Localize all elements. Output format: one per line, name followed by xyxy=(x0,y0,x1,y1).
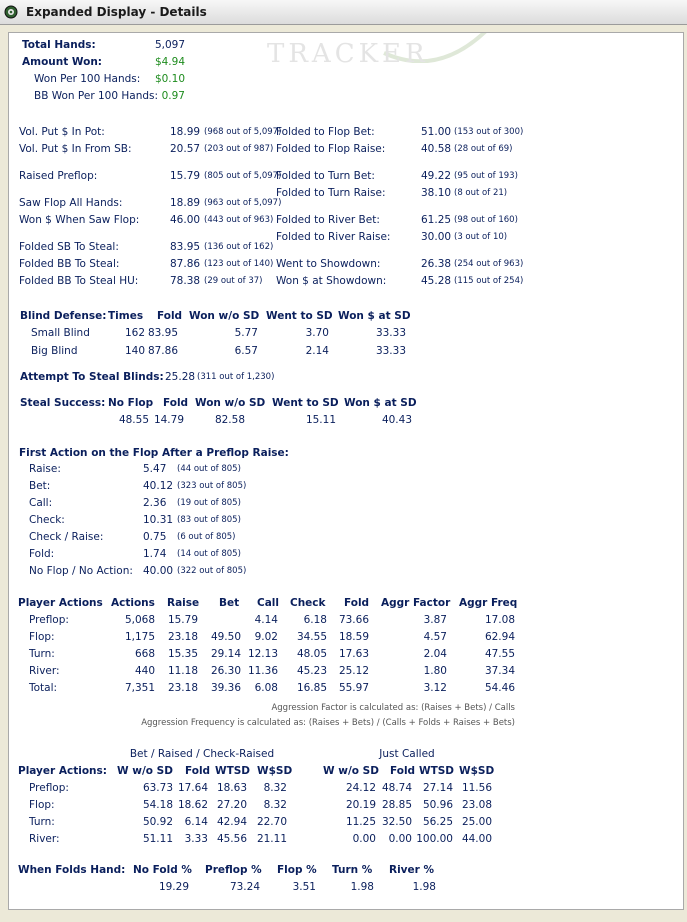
stat-label: Folded BB To Steal HU: xyxy=(19,275,139,287)
aggression-frequency-note: Aggression Frequency is calculated as: (Raises + Bets) / (Calls + Folds + Raises + Bets) xyxy=(141,718,515,728)
player-actions2-row-label: Preflop: xyxy=(29,782,69,794)
first-action-value: 0.75 xyxy=(143,531,167,543)
player-actions2-row-label: River: xyxy=(29,833,60,845)
stat-detail: (98 out of 160) xyxy=(454,215,518,225)
folds-hand-value: 73.24 xyxy=(229,881,260,893)
player-actions2-cell: 51.11 xyxy=(142,833,173,845)
first-action-label: No Flop / No Action: xyxy=(29,565,133,577)
stat-label: Folded to Turn Bet: xyxy=(276,170,375,182)
player-actions2-cell: 27.14 xyxy=(422,782,453,794)
window-title: Expanded Display - Details xyxy=(26,5,207,19)
first-action-detail: (19 out of 805) xyxy=(177,498,241,508)
player-actions2-cell: 45.56 xyxy=(216,833,247,845)
player-actions-header: Check xyxy=(290,597,326,609)
stat-value: 83.95 xyxy=(170,241,201,253)
player-actions2-cell: 20.19 xyxy=(345,799,376,811)
stat-label: Folded to Flop Raise: xyxy=(276,143,386,155)
stat-detail: (3 out of 10) xyxy=(454,232,508,242)
blind-defense-header: Fold xyxy=(157,310,183,322)
window-titlebar xyxy=(0,0,687,25)
first-action-detail: (14 out of 805) xyxy=(177,549,241,559)
first-action-value: 40.12 xyxy=(143,480,174,492)
player-actions2-cell: 28.85 xyxy=(381,799,412,811)
first-action-label: Bet: xyxy=(29,480,51,492)
folds-hand-header: River % xyxy=(389,864,435,876)
player-actions2-cell: 11.25 xyxy=(345,816,376,828)
blind-defense-cell: 3.70 xyxy=(305,327,329,339)
steal-success-value: 82.58 xyxy=(214,414,245,426)
player-actions-cell: 12.13 xyxy=(247,648,278,660)
details-panel xyxy=(8,32,684,910)
stat-value: 78.38 xyxy=(170,275,201,287)
player-actions2-cell: 44.00 xyxy=(461,833,492,845)
first-action-detail: (322 out of 805) xyxy=(177,566,247,576)
player-actions2-cell: 50.92 xyxy=(142,816,173,828)
stat-detail: (968 out of 5,097) xyxy=(204,127,282,137)
player-actions-cell: 17.63 xyxy=(338,648,369,660)
summary-value: 0.97 xyxy=(161,90,185,102)
stat-value: 45.28 xyxy=(421,275,452,287)
stat-label: Saw Flop All Hands: xyxy=(19,197,123,209)
blind-defense-cell: 5.77 xyxy=(234,327,258,339)
first-action-value: 5.47 xyxy=(143,463,167,475)
first-action-label: Fold: xyxy=(29,548,55,560)
blind-defense-cell: 6.57 xyxy=(234,345,258,357)
blind-defense-cell: 2.14 xyxy=(305,345,329,357)
player-actions-cell: 9.02 xyxy=(254,631,278,643)
player-actions-header: Actions xyxy=(111,597,155,609)
first-action-label: Check / Raise: xyxy=(29,531,104,543)
player-actions-cell: 18.59 xyxy=(338,631,369,643)
player-actions2-cell: 25.00 xyxy=(461,816,492,828)
steal-success-header: Went to SD xyxy=(272,397,339,409)
player-actions2-cell: 63.73 xyxy=(142,782,173,794)
player-actions-cell: 4.14 xyxy=(254,614,278,626)
player-actions-cell: 25.12 xyxy=(338,665,369,677)
stat-label: Won $ at Showdown: xyxy=(276,275,387,287)
player-actions2-cell: 27.20 xyxy=(216,799,247,811)
summary-value: $0.10 xyxy=(154,73,185,85)
player-actions-header: Aggr Freq xyxy=(459,597,518,609)
first-action-value: 2.36 xyxy=(143,497,167,509)
first-action-value: 1.74 xyxy=(143,548,167,560)
player-actions-header: Call xyxy=(257,597,279,609)
blind-defense-cell: 33.33 xyxy=(375,345,406,357)
blind-defense-header: Went to SD xyxy=(266,310,333,322)
stat-detail: (28 out of 69) xyxy=(454,144,513,154)
player-actions-cell: 3.87 xyxy=(423,614,447,626)
stat-value: 26.38 xyxy=(421,258,452,270)
player-actions2-header: W$SD xyxy=(257,765,293,777)
first-action-value: 10.31 xyxy=(143,514,174,526)
player-actions2-header: Fold xyxy=(185,765,211,777)
summary-value: 5,097 xyxy=(154,39,185,51)
stat-label: Vol. Put $ In Pot: xyxy=(19,126,105,138)
player-actions-header: Aggr Factor xyxy=(381,597,451,609)
player-actions2-cell: 17.64 xyxy=(177,782,208,794)
just-called-group-header: Just Called xyxy=(379,748,435,760)
steal-success-value: 15.11 xyxy=(305,414,336,426)
bet-raised-group-header: Bet / Raised / Check-Raised xyxy=(129,748,275,760)
stat-value: 40.58 xyxy=(421,143,452,155)
blind-defense-header: Won w/o SD xyxy=(189,310,260,322)
stat-value: 49.22 xyxy=(421,170,452,182)
steal-success-value: 14.79 xyxy=(153,414,184,426)
player-actions-cell: 55.97 xyxy=(338,682,369,694)
player-actions2-header: WTSD xyxy=(215,765,251,777)
player-actions-cell: 37.34 xyxy=(484,665,515,677)
player-actions-cell: 49.50 xyxy=(210,631,241,643)
blind-defense-row-label: Big Blind xyxy=(31,345,78,357)
player-actions-cell: 5,068 xyxy=(124,614,155,626)
player-actions-row-label: River: xyxy=(29,665,60,677)
player-actions2-cell: 54.18 xyxy=(142,799,173,811)
stat-detail: (963 out of 5,097) xyxy=(204,198,282,208)
player-actions-cell: 668 xyxy=(134,648,155,660)
player-actions-cell: 23.18 xyxy=(167,682,198,694)
player-actions2-cell: 48.74 xyxy=(381,782,412,794)
stat-detail: (115 out of 254) xyxy=(454,276,524,286)
steal-success-value: 48.55 xyxy=(118,414,149,426)
folds-hand-header: Flop % xyxy=(277,864,317,876)
folds-hand-value: 1.98 xyxy=(350,881,374,893)
player-actions2-cell: 3.33 xyxy=(184,833,208,845)
player-actions-cell: 6.08 xyxy=(254,682,278,694)
player-actions2-cell: 18.63 xyxy=(216,782,247,794)
steal-success-header: Fold xyxy=(163,397,189,409)
player-actions-cell: 7,351 xyxy=(124,682,155,694)
player-actions-cell: 4.57 xyxy=(423,631,447,643)
folds-hand-value: 1.98 xyxy=(412,881,436,893)
player-actions-cell: 15.79 xyxy=(167,614,198,626)
player-actions2-cell: 56.25 xyxy=(422,816,453,828)
steal-success-header: No Flop xyxy=(108,397,154,409)
steal-success-header: Won $ at SD xyxy=(344,397,417,409)
folds-hand-value: 19.29 xyxy=(158,881,189,893)
player-actions-cell: 73.66 xyxy=(338,614,369,626)
attempt-steal-value: 25.28 xyxy=(165,371,196,383)
player-actions2-cell: 24.12 xyxy=(345,782,376,794)
player-actions2-cell: 42.94 xyxy=(216,816,247,828)
stat-label: Folded to Flop Bet: xyxy=(276,126,375,138)
player-actions2-cell: 11.56 xyxy=(461,782,492,794)
stat-detail: (95 out of 193) xyxy=(454,171,518,181)
player-actions2-header: W$SD xyxy=(459,765,495,777)
player-actions2-header: WTSD xyxy=(419,765,455,777)
player-actions2-cell: 21.11 xyxy=(256,833,287,845)
player-actions-cell: 48.05 xyxy=(296,648,327,660)
aggression-factor-note: Aggression Factor is calculated as: (Raises + Bets) / Calls xyxy=(271,703,515,713)
player-actions2-cell: 18.62 xyxy=(177,799,208,811)
player-actions-cell: 29.14 xyxy=(210,648,241,660)
stat-label: Won $ When Saw Flop: xyxy=(19,214,140,226)
player-actions-cell: 54.46 xyxy=(484,682,515,694)
stat-value: 38.10 xyxy=(421,187,452,199)
stat-value: 30.00 xyxy=(421,231,452,243)
first-action-label: Check: xyxy=(29,514,65,526)
player-actions-cell: 6.18 xyxy=(303,614,327,626)
player-actions-cell: 15.35 xyxy=(167,648,198,660)
folds-hand-header: Turn % xyxy=(332,864,373,876)
player-actions2-row-label: Flop: xyxy=(29,799,55,811)
player-actions-header: Player Actions xyxy=(18,597,103,609)
blind-defense-header: Times xyxy=(108,310,144,322)
stat-value: 18.99 xyxy=(170,126,201,138)
stat-value: 46.00 xyxy=(170,214,201,226)
player-actions-header: Bet xyxy=(219,597,240,609)
blind-defense-cell: 140 xyxy=(124,345,145,357)
player-actions2-cell: 0.00 xyxy=(388,833,412,845)
first-action-value: 40.00 xyxy=(143,565,174,577)
player-actions-cell: 16.85 xyxy=(296,682,327,694)
summary-label: Won Per 100 Hands: xyxy=(34,73,141,85)
blind-defense-header: Blind Defense: xyxy=(20,310,107,322)
stat-value: 18.89 xyxy=(170,197,201,209)
summary-label: Total Hands: xyxy=(22,39,96,51)
player-actions-row-label: Turn: xyxy=(29,648,55,660)
stat-value: 51.00 xyxy=(421,126,452,138)
player-actions2-cell: 0.00 xyxy=(352,833,376,845)
first-action-label: Call: xyxy=(29,497,53,509)
player-actions-cell: 26.30 xyxy=(210,665,241,677)
stat-detail: (123 out of 140) xyxy=(204,259,274,269)
player-actions-header: Raise xyxy=(167,597,200,609)
player-actions2-cell: 50.96 xyxy=(422,799,453,811)
player-actions-row-label: Total: xyxy=(29,682,58,694)
player-actions2-cell: 8.32 xyxy=(263,782,287,794)
player-actions-cell: 62.94 xyxy=(484,631,515,643)
stat-label: Folded to River Bet: xyxy=(276,214,380,226)
summary-value: $4.94 xyxy=(154,56,185,68)
stat-label: Folded SB To Steal: xyxy=(19,241,119,253)
player-actions2-header: Player Actions: xyxy=(18,765,107,777)
blind-defense-cell: 33.33 xyxy=(375,327,406,339)
player-actions-cell: 11.36 xyxy=(247,665,278,677)
attempt-steal-detail: (311 out of 1,230) xyxy=(197,372,275,382)
stat-value: 87.86 xyxy=(170,258,201,270)
folds-hand-header: No Fold % xyxy=(133,864,192,876)
stat-label: Folded to River Raise: xyxy=(276,231,391,243)
steal-success-value: 40.43 xyxy=(381,414,412,426)
steal-success-header: Won w/o SD xyxy=(195,397,266,409)
blind-defense-row-label: Small Blind xyxy=(31,327,90,339)
stat-detail: (443 out of 963) xyxy=(204,215,274,225)
steal-success-header: Steal Success: xyxy=(20,397,106,409)
first-action-label: Raise: xyxy=(29,463,61,475)
folds-hand-header: When Folds Hand: xyxy=(18,864,126,876)
player-actions-row-label: Preflop: xyxy=(29,614,69,626)
stat-detail: (29 out of 37) xyxy=(204,276,263,286)
player-actions-cell: 11.18 xyxy=(167,665,198,677)
player-actions2-header: W w/o SD xyxy=(323,765,379,777)
player-actions2-cell: 100.00 xyxy=(416,833,453,845)
player-actions-cell: 47.55 xyxy=(484,648,515,660)
first-action-detail: (83 out of 805) xyxy=(177,515,241,525)
player-actions-cell: 1,175 xyxy=(124,631,155,643)
first-action-detail: (323 out of 805) xyxy=(177,481,247,491)
player-actions2-cell: 23.08 xyxy=(461,799,492,811)
stat-detail: (8 out of 21) xyxy=(454,188,508,198)
stat-detail: (203 out of 987) xyxy=(204,144,274,154)
player-actions-cell: 2.04 xyxy=(423,648,447,660)
player-actions2-row-label: Turn: xyxy=(29,816,55,828)
stat-label: Raised Preflop: xyxy=(19,170,98,182)
first-action-detail: (44 out of 805) xyxy=(177,464,241,474)
stat-detail: (153 out of 300) xyxy=(454,127,524,137)
player-actions-cell: 23.18 xyxy=(167,631,198,643)
bottom-strip xyxy=(0,912,687,922)
player-actions2-cell: 32.50 xyxy=(381,816,412,828)
folds-hand-header: Preflop % xyxy=(205,864,262,876)
stat-value: 15.79 xyxy=(170,170,201,182)
stat-value: 20.57 xyxy=(170,143,201,155)
attempt-steal-label: Attempt To Steal Blinds: xyxy=(20,371,164,383)
player-actions2-header: Fold xyxy=(390,765,416,777)
stat-label: Folded to Turn Raise: xyxy=(276,187,386,199)
player-actions2-header: W w/o SD xyxy=(117,765,173,777)
player-actions2-cell: 8.32 xyxy=(263,799,287,811)
player-actions-row-label: Flop: xyxy=(29,631,55,643)
player-actions2-cell: 22.70 xyxy=(256,816,287,828)
stat-detail: (254 out of 963) xyxy=(454,259,524,269)
player-actions2-cell: 6.14 xyxy=(184,816,208,828)
player-actions-cell: 17.08 xyxy=(484,614,515,626)
player-actions-cell: 34.55 xyxy=(296,631,327,643)
folds-hand-value: 3.51 xyxy=(292,881,316,893)
stat-label: Folded BB To Steal: xyxy=(19,258,120,270)
player-actions-cell: 45.23 xyxy=(296,665,327,677)
summary-label: Amount Won: xyxy=(22,56,103,68)
stat-detail: (136 out of 162) xyxy=(204,242,274,252)
summary-label: BB Won Per 100 Hands: xyxy=(34,90,159,102)
first-action-title: First Action on the Flop After a Preflop Raise: xyxy=(19,447,289,459)
blind-defense-header: Won $ at SD xyxy=(338,310,411,322)
first-action-detail: (6 out of 805) xyxy=(177,532,236,542)
player-actions-cell: 440 xyxy=(134,665,155,677)
watermark-text: TRACKER xyxy=(267,39,429,69)
stat-label: Went to Showdown: xyxy=(276,258,381,270)
player-actions-cell: 39.36 xyxy=(210,682,241,694)
player-actions-header: Fold xyxy=(344,597,370,609)
blind-defense-cell: 162 xyxy=(124,327,145,339)
player-actions-cell: 1.80 xyxy=(423,665,447,677)
blind-defense-cell: 87.86 xyxy=(147,345,178,357)
blind-defense-cell: 83.95 xyxy=(147,327,178,339)
stat-label: Vol. Put $ In From SB: xyxy=(19,143,132,155)
app-icon xyxy=(4,5,18,19)
stat-detail: (805 out of 5,097) xyxy=(204,171,282,181)
player-actions-cell: 3.12 xyxy=(423,682,447,694)
stat-value: 61.25 xyxy=(421,214,452,226)
